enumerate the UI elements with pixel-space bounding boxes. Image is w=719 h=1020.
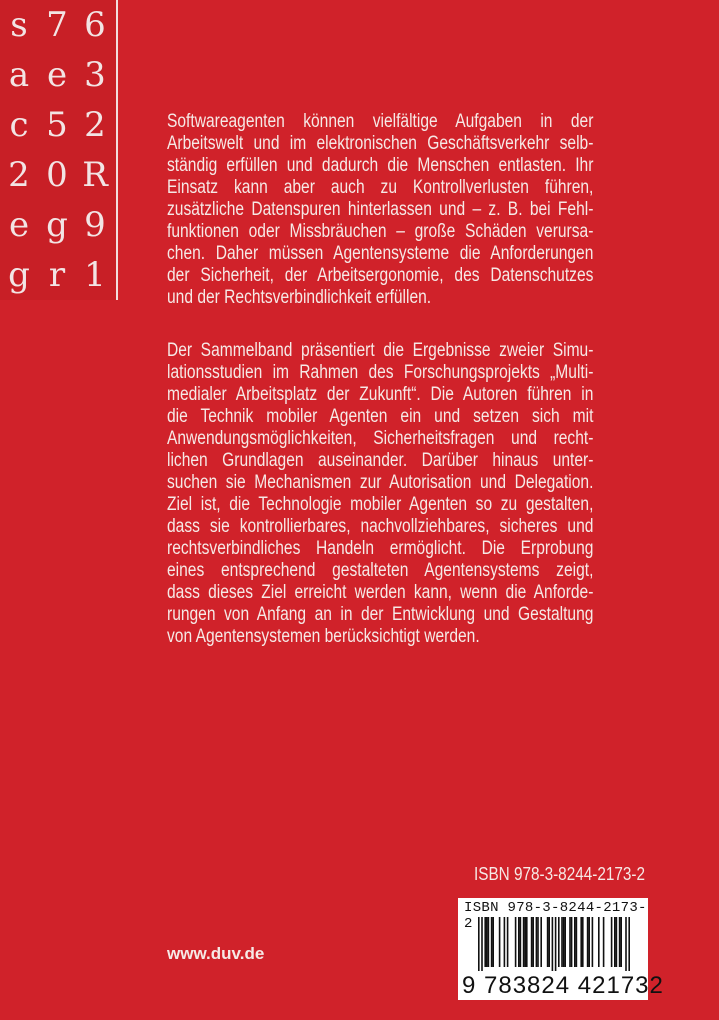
barcode-bar bbox=[484, 917, 486, 967]
text-line: suchen sie Mechanismen zur Autorisation und Delegation. bbox=[167, 472, 594, 493]
barcode-bar bbox=[587, 917, 589, 967]
text-line: Ziel ist, die Technologie mobiler Agenten so zu gestalten, bbox=[167, 494, 594, 515]
description-paragraph-2 bbox=[167, 340, 593, 648]
barcode-bar bbox=[558, 917, 560, 967]
barcode-bar bbox=[520, 917, 522, 967]
text-line: zusätzliche Datenspuren hinterlassen und – z. B. bei Fehl- bbox=[167, 199, 594, 220]
barcode-bar bbox=[492, 917, 494, 967]
text-line: dass sie kontrollierbares, nachvollziehbares, sicheres und bbox=[167, 516, 594, 537]
barcode-bar bbox=[518, 917, 520, 967]
text-line: und der Rechtsverbindlichkeit erfüllen. bbox=[167, 287, 432, 308]
barcode-bar bbox=[588, 917, 590, 967]
cover-art-divider bbox=[116, 0, 118, 300]
cover-art-glyph: 3 bbox=[84, 55, 106, 95]
cover-art-glyph: 0 bbox=[46, 155, 68, 195]
text-line: von Agentensystemen berücksichtigt werden. bbox=[167, 626, 480, 647]
barcode-bar bbox=[603, 917, 605, 967]
barcode-bar bbox=[540, 917, 542, 967]
text-line: Einsatz kann aber auch zu Kontrollverlusten führen, bbox=[167, 177, 594, 198]
barcode-bar bbox=[523, 917, 525, 967]
barcode-bar bbox=[548, 917, 550, 967]
barcode-bar bbox=[555, 917, 557, 971]
barcode-bar bbox=[536, 917, 538, 967]
barcode-bar bbox=[574, 917, 576, 967]
cover-art-glyph: s bbox=[10, 5, 28, 45]
text-line: rungen von Anfang an in der Entwicklung und Gestaltung bbox=[167, 604, 594, 625]
cover-art-glyph: g bbox=[46, 205, 68, 245]
barcode-bar bbox=[478, 917, 480, 971]
barcode-bar bbox=[491, 917, 493, 967]
barcode-bar bbox=[561, 917, 563, 967]
barcode-bar bbox=[526, 917, 528, 967]
isbn-label: ISBN 978-3-8244-2173-2 bbox=[474, 864, 645, 884]
barcode-bar bbox=[616, 917, 618, 967]
barcode-bar bbox=[580, 917, 582, 967]
barcode-bar bbox=[486, 917, 488, 967]
cover-art-glyph: r bbox=[48, 255, 66, 295]
barcode-bar bbox=[592, 917, 594, 967]
text-line: Arbeitswelt und im elektronischen Geschäftsverkehr selb- bbox=[167, 133, 594, 154]
cover-art-glyph: 1 bbox=[84, 255, 106, 295]
barcode-bars bbox=[478, 917, 648, 971]
barcode-bar bbox=[537, 917, 539, 967]
text-line: ständig erfüllen und dadurch die Menschen entlasten. Ihr bbox=[167, 155, 594, 176]
text-line: medialer Arbeitsplatz der Zukunft“. Die Autoren führen in bbox=[167, 384, 594, 405]
barcode-bar bbox=[515, 917, 517, 967]
cover-art-glyph: R bbox=[82, 155, 108, 195]
cover-art-glyph: a bbox=[8, 55, 30, 95]
text-line: rechtsverbindliches Handeln ermöglicht. Die Erprobung bbox=[167, 538, 594, 559]
cover-art-glyph: e bbox=[8, 205, 30, 245]
barcode-bar bbox=[582, 917, 584, 967]
cover-art-glyph: 2 bbox=[84, 105, 106, 145]
barcode-bar bbox=[552, 917, 554, 971]
text-line: der Sicherheit, der Arbeitsergonomie, des Datenschutzes bbox=[167, 265, 594, 286]
text-line: Anwendungsmöglichkeiten, Sicherheitsfragen und recht- bbox=[167, 428, 594, 449]
barcode-bar bbox=[576, 917, 578, 967]
barcode-bar bbox=[598, 917, 600, 967]
text-line: lationsstudien im Rahmen des Forschungsprojekts „Multi- bbox=[167, 362, 594, 383]
barcode-bar bbox=[614, 917, 616, 967]
barcode-bar bbox=[524, 917, 526, 967]
barcode-bar bbox=[563, 917, 565, 967]
cover-art-glyph: 2 bbox=[8, 155, 30, 195]
cover-art-glyph: c bbox=[9, 105, 29, 145]
cover-art-glyph: 9 bbox=[84, 205, 106, 245]
text-line: dass dieses Ziel erreicht werden kann, wenn die Anforde- bbox=[167, 582, 594, 603]
text-line: Der Sammelband präsentiert die Ergebnisse zweier Simu- bbox=[167, 340, 594, 361]
text-line: funktionen oder Missbräuchen – große Schäden verursa- bbox=[167, 221, 594, 242]
barcode-bar bbox=[531, 917, 533, 967]
barcode-number: 9 783824 421732 bbox=[462, 972, 664, 999]
barcode-bar bbox=[611, 917, 613, 967]
text-line: chen. Daher müssen Agentensysteme die Anforderungen bbox=[167, 243, 594, 264]
description-paragraph-1 bbox=[167, 111, 593, 309]
cover-art-glyph: 7 bbox=[46, 5, 68, 45]
barcode-bar bbox=[499, 917, 501, 967]
barcode-bar bbox=[507, 917, 509, 967]
barcode-bar bbox=[488, 917, 490, 967]
cover-art-glyph: e bbox=[46, 55, 68, 95]
text-line: Softwareagenten können vielfältige Aufgaben in der bbox=[167, 111, 594, 132]
barcode-bar bbox=[620, 917, 622, 967]
barcode-bar bbox=[628, 917, 630, 971]
isbn-barcode bbox=[458, 898, 664, 1000]
cover-art-glyph: 6 bbox=[84, 5, 106, 45]
barcode-bar bbox=[547, 917, 549, 967]
text-line: eines entsprechend gestalteten Agentensystems zeigt, bbox=[167, 560, 594, 581]
publisher-website: www.duv.de bbox=[167, 944, 265, 963]
barcode-bar bbox=[625, 917, 627, 971]
barcode-bar bbox=[532, 917, 534, 967]
barcode-isbn-text: ISBN 978-3-8244-2173-2 bbox=[464, 900, 647, 932]
cover-art-glyph: g bbox=[8, 255, 30, 295]
barcode-bar bbox=[619, 917, 621, 967]
barcode-bar bbox=[481, 917, 483, 971]
barcode-bar bbox=[504, 917, 506, 967]
barcode-bar bbox=[569, 917, 571, 967]
cover-art-image bbox=[0, 0, 116, 300]
cover-art-glyph: 5 bbox=[46, 105, 68, 145]
barcode-bar bbox=[564, 917, 566, 967]
barcode-bar bbox=[571, 917, 573, 967]
text-line: lichen Grundlagen auseinander. Darüber hinaus unter- bbox=[167, 450, 594, 471]
text-line: die Technik mobiler Agenten ein und setzen sich mit bbox=[167, 406, 594, 427]
